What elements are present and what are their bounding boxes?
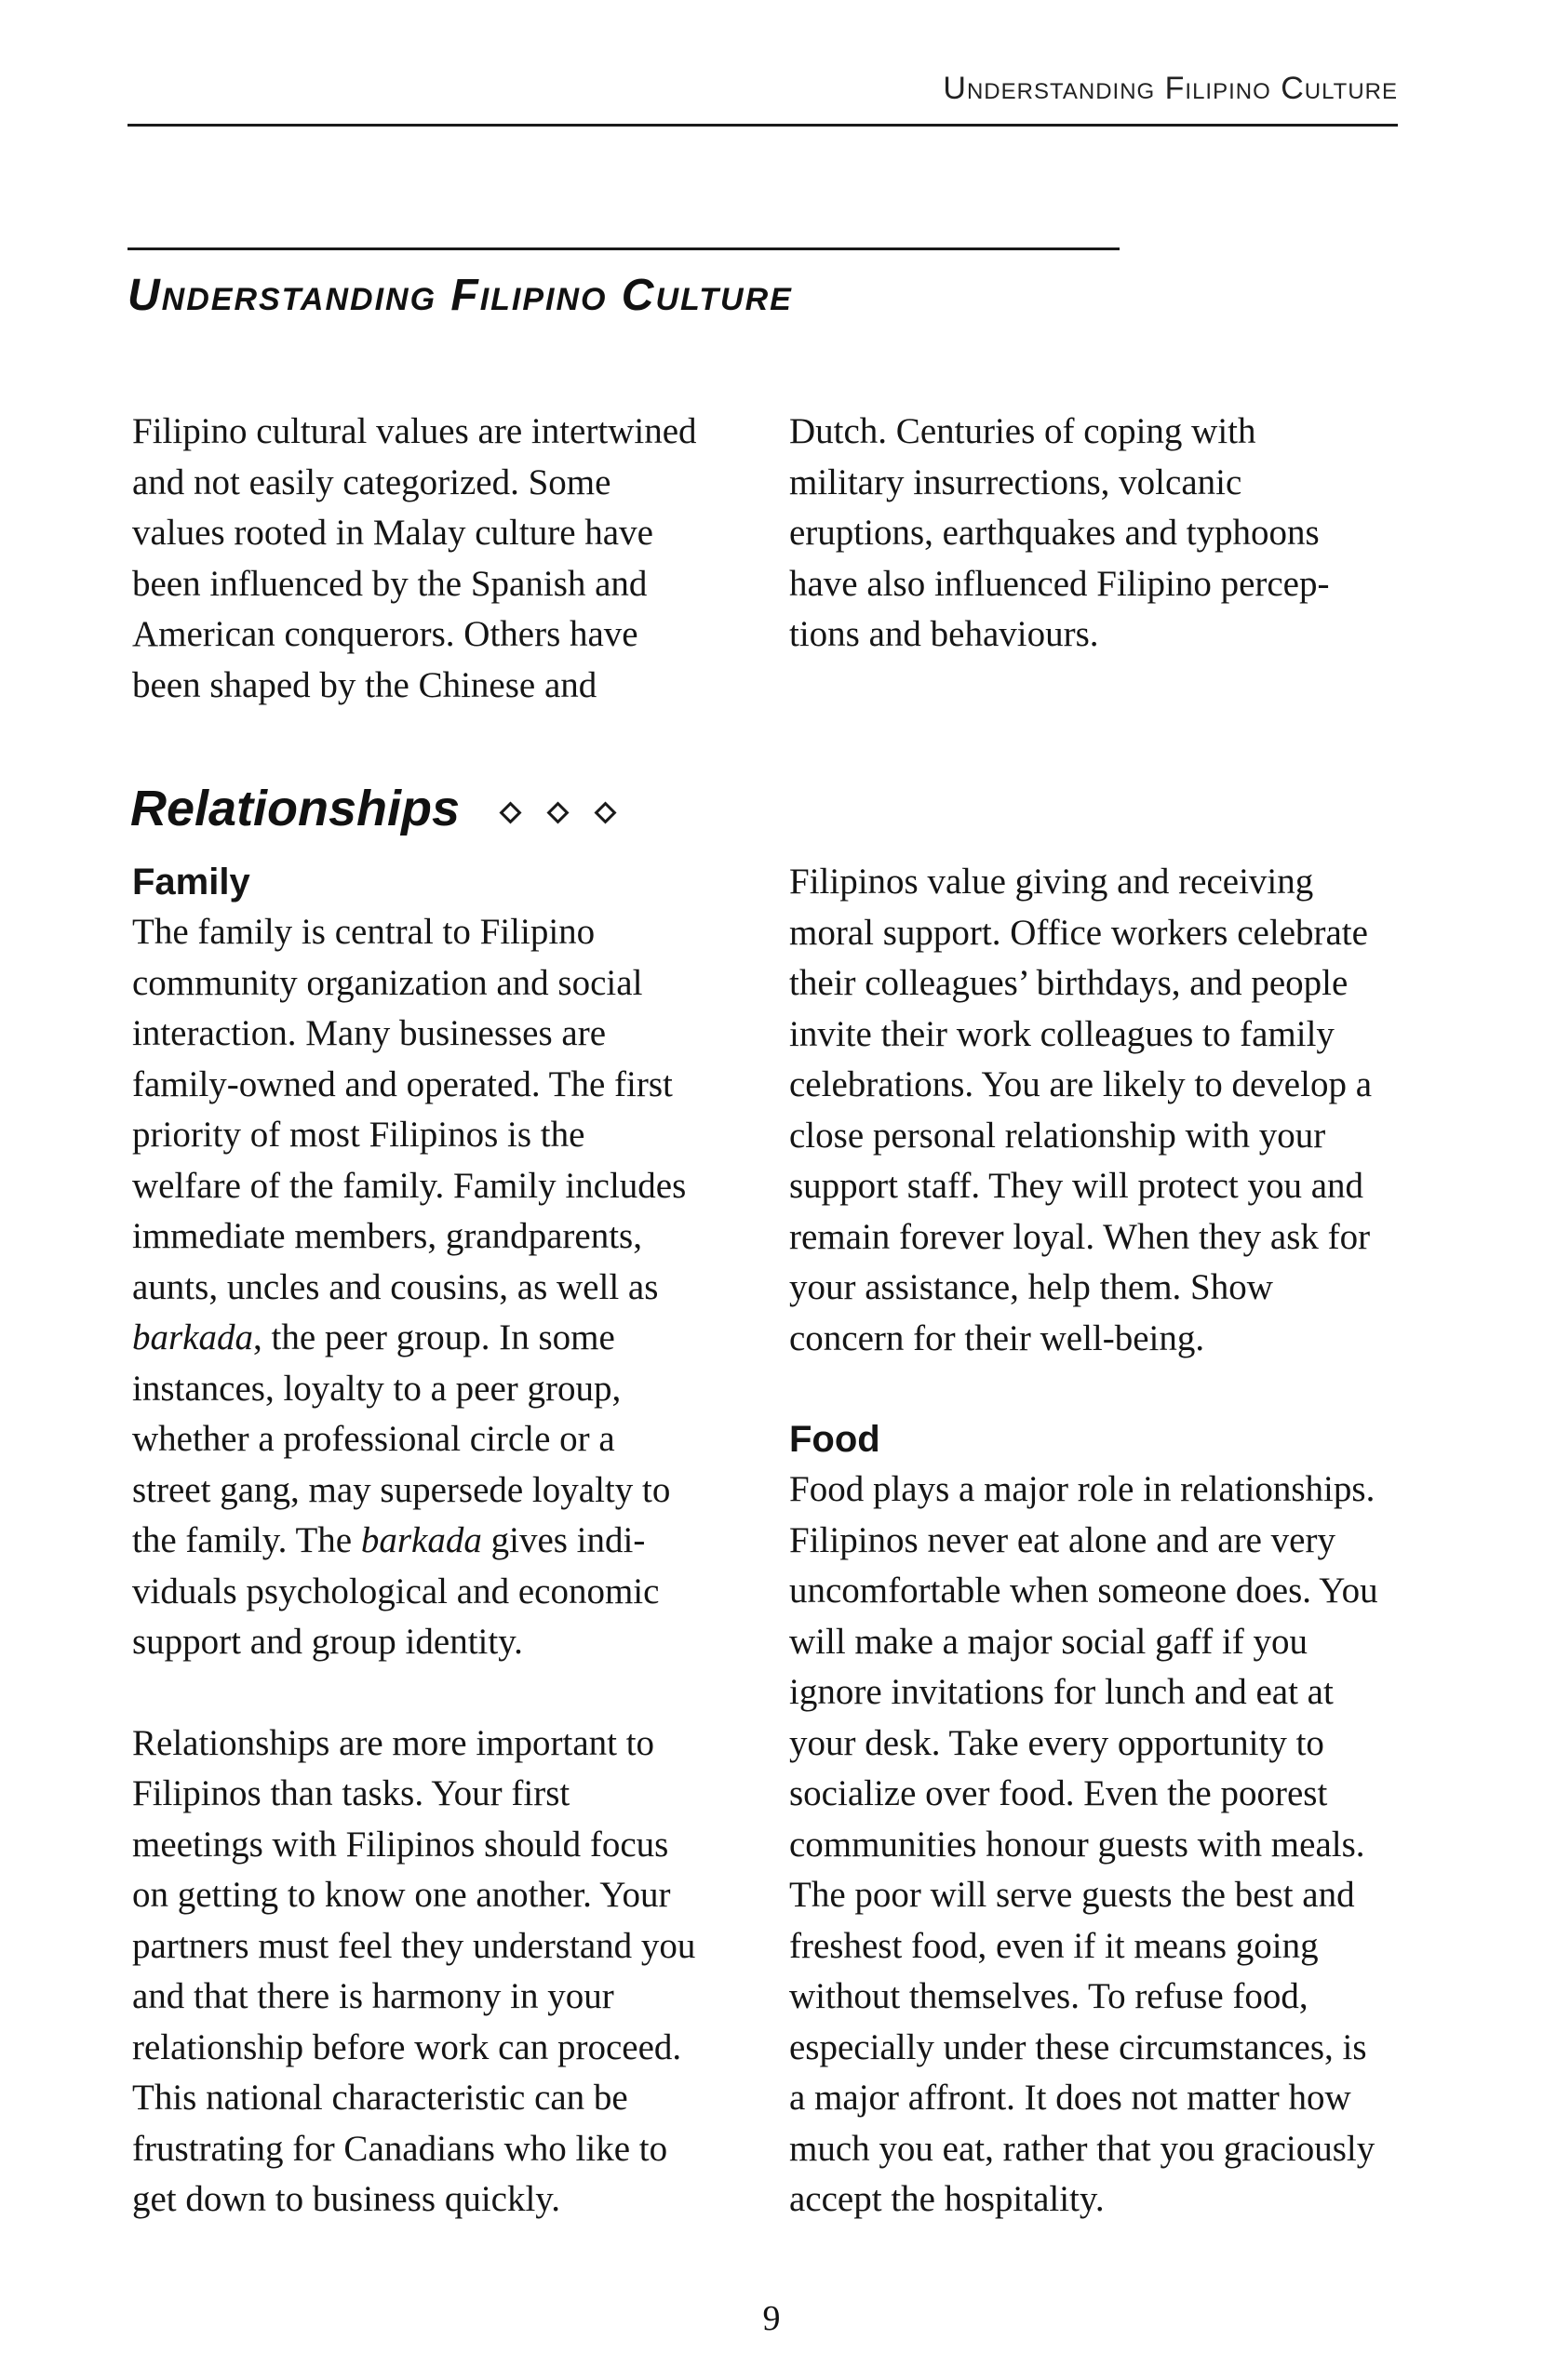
diamond-icon bbox=[500, 801, 522, 823]
diamond-icon bbox=[547, 801, 570, 823]
text-line: accept the hospitality. bbox=[789, 2179, 1105, 2219]
text-line: get down to business quickly. bbox=[132, 2179, 561, 2219]
text-line: on getting to know one another. Your bbox=[132, 1875, 671, 1915]
text-line: freshest food, even if it means going bbox=[789, 1925, 1319, 1966]
family-heading: Family bbox=[132, 862, 250, 903]
section-title: Understanding Filipino Culture bbox=[127, 271, 793, 320]
heading-ornament bbox=[503, 805, 613, 821]
text-line: your desk. Take every opportunity to bbox=[789, 1722, 1324, 1763]
text-line: instances, loyalty to a peer group, bbox=[132, 1368, 622, 1409]
text-line: gives indi- bbox=[481, 1520, 646, 1560]
family-paragraph-3 bbox=[789, 857, 1441, 1364]
right-column bbox=[789, 857, 1441, 2226]
text-line: uncomfortable when someone does. You bbox=[789, 1571, 1378, 1611]
text-line: military insurrections, volcanic bbox=[789, 461, 1242, 502]
relationships-heading bbox=[130, 780, 613, 837]
left-column bbox=[132, 857, 765, 2226]
text-line: been influenced by the Spanish and bbox=[132, 563, 648, 604]
text-line: This national characteristic can be bbox=[132, 2078, 628, 2118]
text-line: community organization and social bbox=[132, 962, 643, 1003]
text-line: Filipinos never eat alone and are very bbox=[789, 1519, 1335, 1560]
text-line: eruptions, earthquakes and typhoons bbox=[789, 513, 1320, 553]
text-line: Food plays a major role in relationships. bbox=[789, 1469, 1375, 1509]
text-line: whether a professional circle or a bbox=[132, 1419, 615, 1459]
text-line: communities honour guests with meals. bbox=[789, 1824, 1365, 1865]
text-line: been shaped by the Chinese and bbox=[132, 664, 597, 705]
text-line: Relationships are more important to bbox=[132, 1722, 655, 1763]
text-line: Dutch. Centuries of coping with bbox=[789, 411, 1256, 451]
text-line: will make a major social gaff if you bbox=[789, 1621, 1308, 1662]
text-line: aunts, uncles and cousins, as well as bbox=[132, 1266, 659, 1307]
text-line: street gang, may supersede loyalty to bbox=[132, 1469, 671, 1510]
page-number: 9 bbox=[762, 2299, 781, 2338]
header-rule bbox=[127, 124, 1398, 127]
text-line: immediate members, grandparents, bbox=[132, 1216, 642, 1256]
text-line: and that there is harmony in your bbox=[132, 1976, 614, 2016]
intro-right-column bbox=[789, 407, 1422, 661]
family-paragraph-1 bbox=[132, 907, 765, 1668]
text-line: support staff. They will protect you and bbox=[789, 1166, 1364, 1206]
diamond-icon bbox=[595, 801, 617, 823]
text-line: much you eat, rather that you graciously bbox=[789, 2128, 1375, 2169]
text-line: tions and behaviours. bbox=[789, 614, 1099, 654]
text-line: partners must feel they understand you bbox=[132, 1925, 696, 1966]
text-line: viduals psychological and economic bbox=[132, 1571, 660, 1611]
text-line: your assistance, help them. Show bbox=[789, 1267, 1273, 1307]
text-line: interaction. Many businesses are bbox=[132, 1013, 607, 1053]
text-line: priority of most Filipinos is the bbox=[132, 1115, 585, 1155]
barkada-term: barkada bbox=[360, 1520, 482, 1560]
food-heading: Food bbox=[789, 1419, 880, 1460]
text-line: meetings with Filipinos should focus bbox=[132, 1824, 669, 1865]
text-line: Filipinos than tasks. Your first bbox=[132, 1773, 570, 1813]
text-line: , the peer group. In some bbox=[253, 1317, 615, 1357]
text-line: have also influenced Filipino percep- bbox=[789, 563, 1330, 604]
food-paragraph bbox=[789, 1464, 1441, 2226]
text-line: socialize over food. Even the poorest bbox=[789, 1773, 1328, 1813]
text-line: concern for their well-being. bbox=[789, 1317, 1205, 1358]
text-line: remain forever loyal. When they ask for bbox=[789, 1216, 1371, 1257]
text-line: and not easily categorized. Some bbox=[132, 461, 611, 502]
text-line: support and group identity. bbox=[132, 1622, 523, 1662]
family-paragraph-2 bbox=[132, 1718, 765, 2226]
barkada-term: barkada bbox=[132, 1317, 253, 1357]
intro-left-column bbox=[132, 407, 756, 711]
text-line: The family is central to Filipino bbox=[132, 912, 596, 952]
title-rule bbox=[127, 247, 1120, 250]
text-line: close personal relationship with your bbox=[789, 1115, 1326, 1156]
text-line: their colleagues’ birthdays, and people bbox=[789, 963, 1348, 1003]
text-line: a major affront. It does not matter how bbox=[789, 2078, 1351, 2118]
relationships-heading-text: Relationships bbox=[130, 781, 461, 836]
text-line: moral support. Office workers celebrate bbox=[789, 912, 1368, 953]
text-line: relationship before work can proceed. bbox=[132, 2026, 682, 2067]
intro-paragraph-start bbox=[132, 407, 756, 711]
text-line: The poor will serve guests the best and bbox=[789, 1875, 1355, 1915]
text-line: American conquerors. Others have bbox=[132, 614, 638, 654]
text-line: Filipino cultural values are intertwined bbox=[132, 411, 697, 451]
text-line: invite their work colleagues to family bbox=[789, 1013, 1335, 1054]
intro-paragraph-end bbox=[789, 407, 1422, 661]
text-line: family-owned and operated. The first bbox=[132, 1063, 673, 1104]
text-line: welfare of the family. Family includes bbox=[132, 1165, 687, 1206]
text-line: ignore invitations for lunch and eat at bbox=[789, 1672, 1334, 1712]
text-line: frustrating for Canadians who like to bbox=[132, 2128, 668, 2169]
text-line: the family. The bbox=[132, 1520, 361, 1560]
text-line: celebrations. You are likely to develop a bbox=[789, 1064, 1372, 1104]
text-line: especially under these circumstances, is bbox=[789, 2026, 1367, 2067]
text-line: values rooted in Malay culture have bbox=[132, 513, 653, 553]
text-line: without themselves. To refuse food, bbox=[789, 1976, 1308, 2016]
running-head: Understanding Filipino Culture bbox=[943, 71, 1398, 106]
text-line: Filipinos value giving and receiving bbox=[789, 862, 1314, 902]
